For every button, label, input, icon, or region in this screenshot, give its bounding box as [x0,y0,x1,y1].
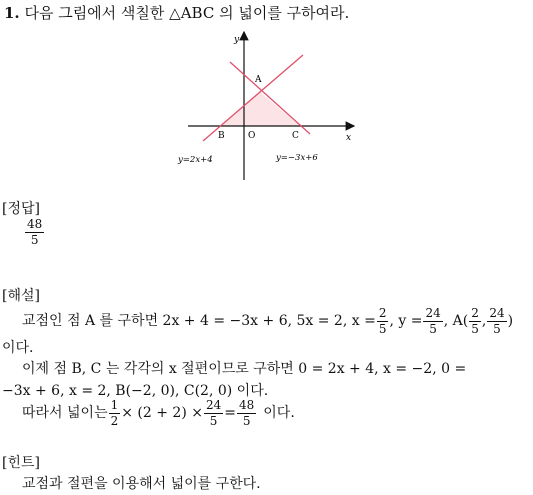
coordinate-figure [0,30,533,200]
explanation-text-1c: , A( [443,313,469,330]
frac-x-num: 2 [378,306,387,320]
explanation-line-3: 이제 점 B, C 는 각각의 x 절편이므로 구하면 0 = 2x + 4, x = −2, 0 = [22,361,467,377]
frac-ay-den: 5 [493,321,501,336]
question-number: 1. [4,4,20,22]
frac-height-num: 24 [205,398,222,412]
question-line [4,6,349,21]
frac-area-den: 5 [242,413,251,428]
frac-ay [487,307,506,335]
answer-numerator: 48 [27,217,43,231]
explanation-line-4: −3x + 6, x = 2, B(−2, 0), C(2, 0) 이다. [2,383,269,399]
question-text: 다음 그림에서 색칠한 △ABC 의 넓이를 구하여라. [24,4,350,22]
frac-ax-num: 2 [471,306,479,320]
answer-header: [정답] [2,201,40,217]
x-axis-label: x [346,133,352,143]
explanation-text-1b: , y = [389,313,423,330]
hint-header: [힌트] [2,455,40,471]
frac-ay-num: 24 [489,306,505,320]
y-axis-label: y [234,35,240,45]
explanation-line-1 [22,307,513,335]
explanation-text-5a: 따라서 넓이는 [22,405,108,422]
hint-text: 교점과 절편을 이용해서 넓이를 구한다. [22,476,261,492]
frac-area [237,399,256,427]
frac-y-den: 5 [429,321,437,336]
explanation-text-5c: = [224,405,236,422]
explanation-text-1e: ) [507,313,514,330]
line-2x-plus-4 [203,55,303,141]
explanation-text-5b: × (2 + 2) × [121,405,203,422]
explanation-line-2: 이다. [2,340,34,356]
frac-half-den: 2 [110,413,119,428]
frac-area-num: 48 [239,398,255,412]
shaded-triangle [220,92,300,126]
point-a-label: A [255,75,262,85]
line1-equation-label: y=2x+4 [178,155,213,165]
frac-ax-den: 5 [471,321,479,336]
answer-fraction [24,218,45,246]
explanation-text-1d: , [481,313,487,330]
explanation-text-1a: 교점인 점 A 를 구하면 2x + 4 = −3x + 6, 5x = 2, x = [22,313,376,330]
frac-y-num: 24 [425,306,441,320]
frac-y [423,307,442,335]
frac-half [109,399,121,427]
point-b-label: B [218,131,225,141]
line2-equation-label: y=−3x+6 [276,153,318,163]
frac-ax [469,307,481,335]
point-o-label: O [248,131,256,141]
frac-height-den: 5 [209,413,218,428]
frac-x-den: 5 [378,321,387,336]
frac-x [377,307,389,335]
explanation-line-5 [22,399,295,427]
point-c-label: C [292,131,299,141]
frac-height [204,399,223,427]
explanation-text-5d: 이다. [263,405,295,422]
frac-half-num: 1 [110,398,119,412]
answer-frac [25,218,44,246]
explanation-header: [해설] [2,288,40,304]
answer-denominator: 5 [30,232,39,247]
